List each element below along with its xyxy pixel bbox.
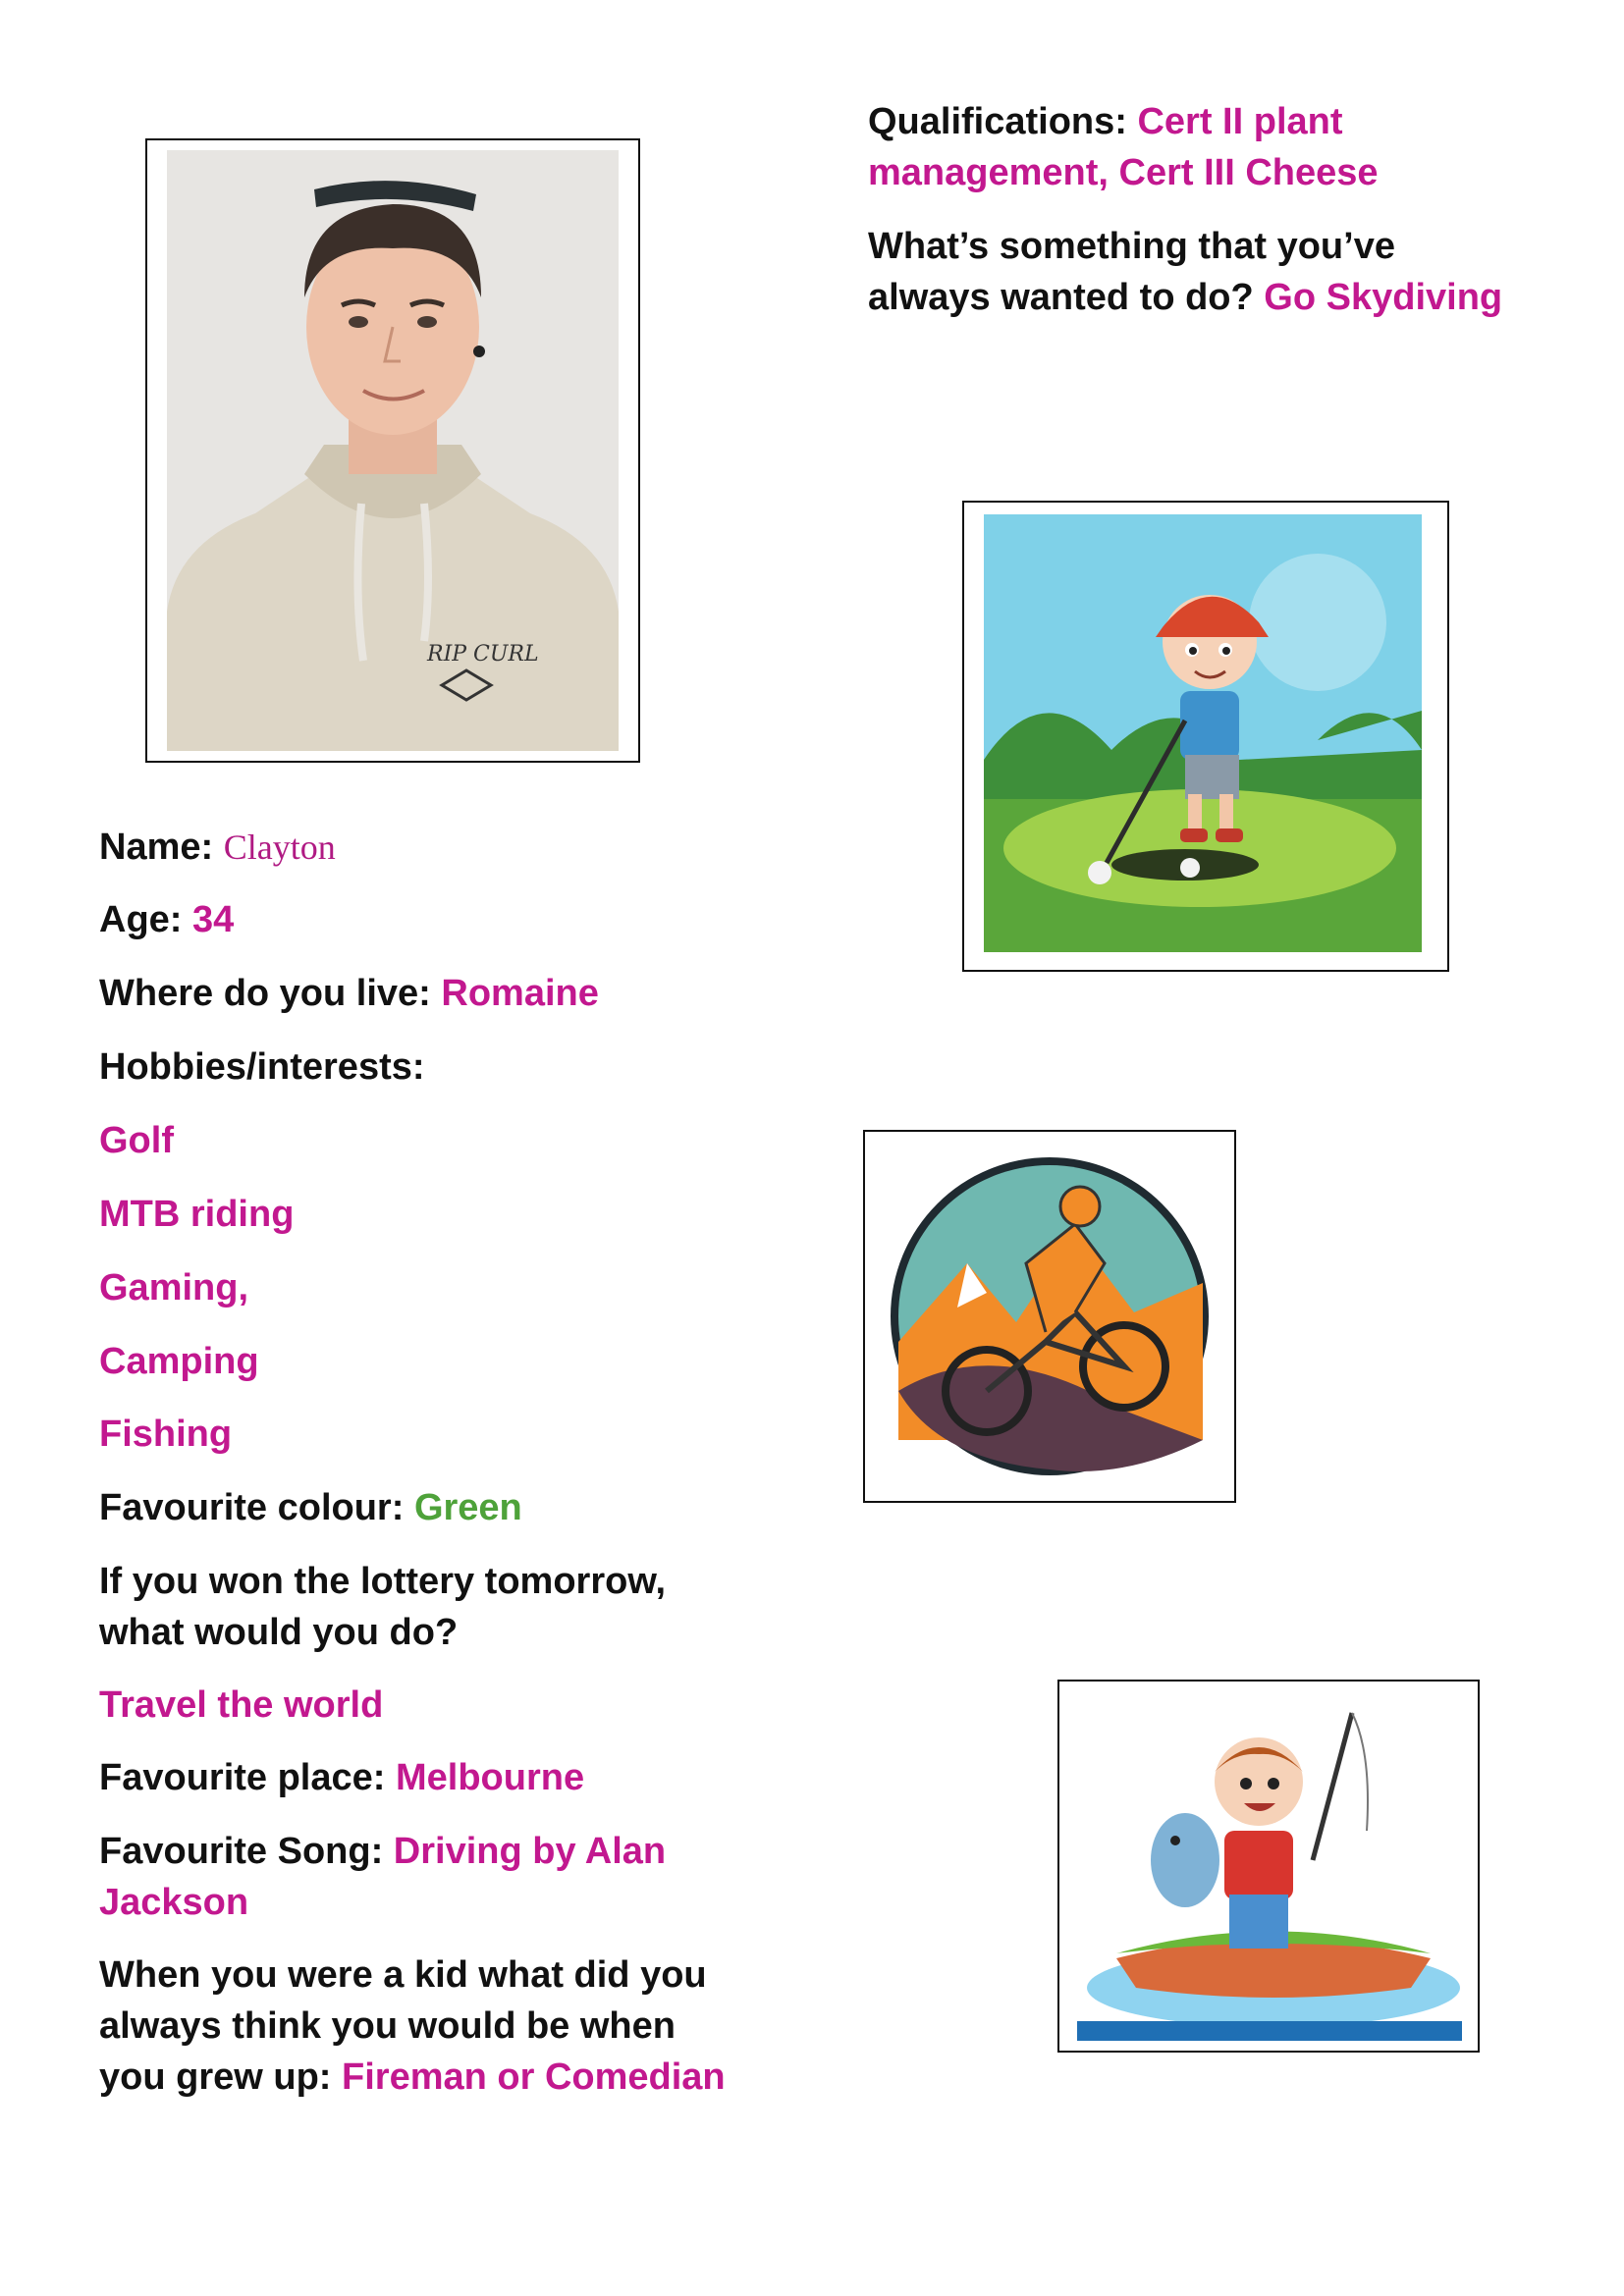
hobby-item: MTB riding bbox=[99, 1194, 295, 1235]
place-row bbox=[99, 1752, 584, 1803]
lottery-label-line2: what would you do? bbox=[99, 1612, 459, 1653]
always-wanted-label-line1: What’s something that you’ve bbox=[868, 226, 1395, 267]
lottery-value: Travel the world bbox=[99, 1684, 384, 1726]
lottery-label-line1: If you won the lottery tomorrow, bbox=[99, 1561, 667, 1602]
portrait-photo-frame bbox=[145, 138, 640, 763]
colour-label: Favourite colour: bbox=[99, 1487, 405, 1528]
place-value: Melbourne bbox=[395, 1757, 585, 1798]
kid-label-line1: When you were a kid what did you bbox=[99, 1954, 707, 1996]
hobby-item: Fishing bbox=[99, 1414, 233, 1455]
live-row bbox=[99, 968, 599, 1019]
fishing-boy-illustration bbox=[1077, 1693, 1462, 2041]
mtb-image-frame bbox=[863, 1130, 1236, 1503]
qualifications-value-line2: management, Cert III Cheese bbox=[868, 152, 1379, 193]
colour-value: Green bbox=[413, 1487, 522, 1528]
age-value: 34 bbox=[192, 899, 235, 940]
name-label: Name: bbox=[99, 827, 214, 868]
name-value: Clayton bbox=[223, 828, 336, 867]
hobby-item: Golf bbox=[99, 1120, 174, 1161]
always-wanted-value: Go Skydiving bbox=[1264, 277, 1503, 318]
song-value-line2: Jackson bbox=[99, 1882, 249, 1923]
always-wanted-label-line2: always wanted to do? bbox=[868, 277, 1254, 318]
qualifications-label: Qualifications: bbox=[868, 101, 1127, 142]
kid-label-line2: always think you would be when bbox=[99, 2005, 676, 2047]
song-label: Favourite Song: bbox=[99, 1831, 384, 1872]
qualifications-value-line1: Cert II plant bbox=[1137, 101, 1343, 142]
hobby-item: Gaming, bbox=[99, 1267, 249, 1308]
kid-line3 bbox=[99, 2052, 726, 2103]
fishing-image-frame bbox=[1057, 1680, 1480, 2053]
song-row bbox=[99, 1826, 666, 1877]
golf-boy-illustration bbox=[984, 514, 1422, 952]
svg-text:RIP CURL: RIP CURL bbox=[427, 642, 539, 667]
live-value: Romaine bbox=[441, 973, 599, 1014]
age-label: Age: bbox=[99, 899, 183, 940]
song-value-line1: Driving by Alan bbox=[393, 1831, 667, 1872]
age-row bbox=[99, 894, 234, 945]
hobbies-label: Hobbies/interests: bbox=[99, 1046, 425, 1088]
qualifications-line1 bbox=[868, 96, 1343, 147]
live-label: Where do you live: bbox=[99, 973, 431, 1014]
kid-value: Fireman or Comedian bbox=[342, 2056, 726, 2098]
name-row bbox=[99, 822, 336, 873]
place-label: Favourite place: bbox=[99, 1757, 386, 1798]
hobby-item: Camping bbox=[99, 1341, 259, 1382]
kid-label-line3: you grew up: bbox=[99, 2056, 332, 2098]
always-wanted-line2 bbox=[868, 272, 1502, 323]
portrait-photo bbox=[167, 150, 619, 751]
colour-row bbox=[99, 1482, 522, 1533]
golf-image-frame bbox=[962, 501, 1449, 972]
mountain-bike-badge bbox=[879, 1146, 1220, 1487]
